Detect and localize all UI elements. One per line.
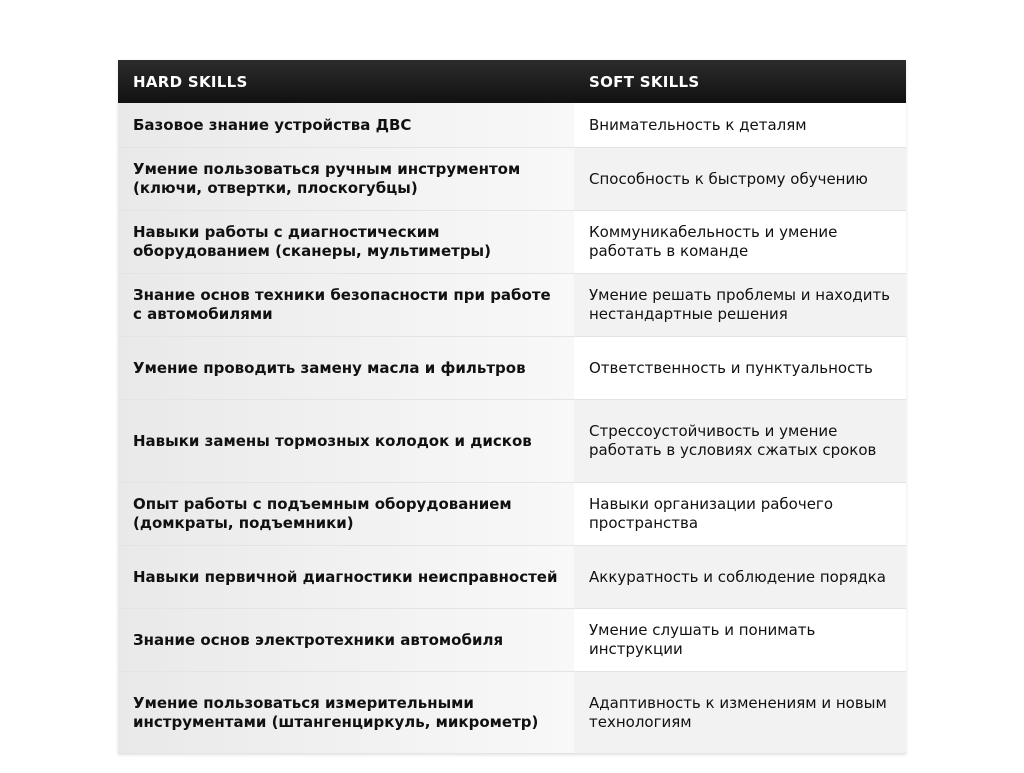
- soft-skill-cell: Аккуратность и соблюдение порядка: [574, 546, 906, 609]
- table-row: [118, 609, 906, 672]
- soft-skill-cell: Умение решать проблемы и находить нестандартные решения: [574, 274, 906, 337]
- skills-table: [118, 60, 906, 754]
- table-row: [118, 103, 906, 148]
- soft-skill-cell: Ответственность и пунктуальность: [574, 337, 906, 400]
- table-row: [118, 274, 906, 337]
- soft-skill-cell: Внимательность к деталям: [574, 103, 906, 148]
- table-row: [118, 337, 906, 400]
- table-row: [118, 483, 906, 546]
- soft-skill-cell: Способность к быстрому обучению: [574, 148, 906, 211]
- soft-skill-cell: Стрессоустойчивость и умение работать в условиях сжатых сроков: [574, 400, 906, 483]
- soft-skill-cell: Коммуникабельность и умение работать в команде: [574, 211, 906, 274]
- table-header-row: [118, 60, 906, 103]
- table-row: [118, 400, 906, 483]
- hard-skill-cell: Базовое знание устройства ДВС: [118, 103, 574, 148]
- hard-skill-cell: Знание основ электротехники автомобиля: [118, 609, 574, 672]
- hard-skill-cell: Умение пользоваться измерительными инструментами (штангенциркуль, микрометр): [118, 672, 574, 754]
- table-row: [118, 211, 906, 274]
- hard-skill-cell: Навыки первичной диагностики неисправностей: [118, 546, 574, 609]
- soft-skill-cell: Умение слушать и понимать инструкции: [574, 609, 906, 672]
- table-row: [118, 672, 906, 754]
- hard-skill-cell: Навыки замены тормозных колодок и дисков: [118, 400, 574, 483]
- soft-skill-cell: Навыки организации рабочего пространства: [574, 483, 906, 546]
- soft-skills-header: SOFT SKILLS: [574, 60, 906, 103]
- soft-skill-cell: Адаптивность к изменениям и новым технологиям: [574, 672, 906, 754]
- hard-skills-header: HARD SKILLS: [118, 60, 574, 103]
- hard-skill-cell: Опыт работы с подъемным оборудованием (домкраты, подъемники): [118, 483, 574, 546]
- skills-table-container: [118, 60, 906, 754]
- table-row: [118, 148, 906, 211]
- table-row: [118, 546, 906, 609]
- hard-skill-cell: Навыки работы с диагностическим оборудованием (сканеры, мультиметры): [118, 211, 574, 274]
- hard-skill-cell: Знание основ техники безопасности при работе с автомобилями: [118, 274, 574, 337]
- hard-skill-cell: Умение пользоваться ручным инструментом (ключи, отвертки, плоскогубцы): [118, 148, 574, 211]
- hard-skill-cell: Умение проводить замену масла и фильтров: [118, 337, 574, 400]
